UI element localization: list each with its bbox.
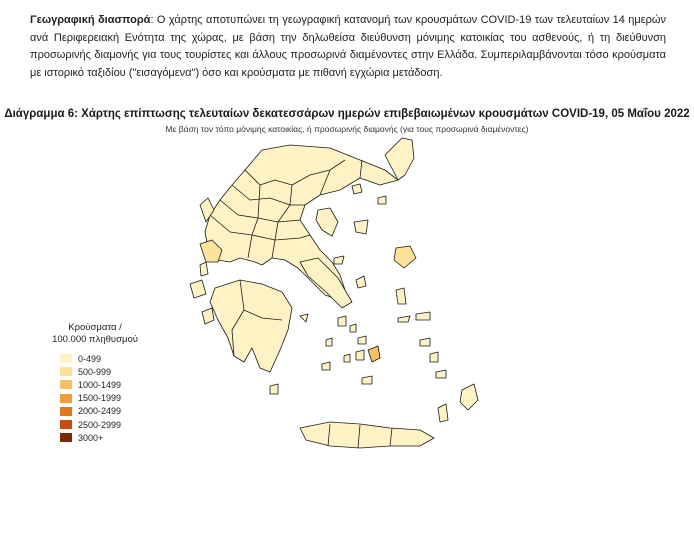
- legend-title-line1: Κρούσματα /: [68, 322, 122, 333]
- chalkidiki: [316, 208, 338, 236]
- legend-label: 1000-1499: [78, 379, 122, 390]
- legend-item: [60, 378, 150, 391]
- intro-paragraph: [30, 12, 666, 82]
- legend-items: [60, 352, 150, 444]
- chios: [396, 288, 406, 304]
- legend-label: 2500-2999: [78, 419, 122, 430]
- legend-label: 1500-1999: [78, 393, 122, 404]
- greece-regional-map: [170, 130, 500, 470]
- samos: [416, 312, 430, 320]
- legend-swatch: [60, 420, 72, 429]
- dodecanese-island: [420, 338, 430, 346]
- kefalonia: [190, 280, 206, 298]
- cyclades-island: [326, 338, 332, 346]
- legend-item: [60, 431, 150, 444]
- rhodes: [460, 384, 478, 410]
- skyros: [356, 276, 366, 288]
- legend-title: [40, 322, 150, 346]
- sporades: [334, 256, 344, 264]
- legend-label: 500-999: [78, 366, 112, 377]
- lesvos: [394, 246, 416, 268]
- legend-swatch: [60, 407, 72, 416]
- legend-item: [60, 418, 150, 431]
- figure-subtitle: Με βάση τον τόπο μόνιμης κατοικίας, ή προσωρινής διαμονής (για τους προσωρινά διαμένοντες): [165, 124, 529, 134]
- kythera: [270, 384, 278, 394]
- crete: [300, 422, 434, 448]
- legend-item: [60, 352, 150, 365]
- ikaria: [398, 316, 410, 322]
- cyclades-island: [358, 336, 366, 344]
- cyclades-island: [338, 316, 346, 326]
- legend-title-line2: 100.000 πληθυσμού: [52, 334, 138, 345]
- dodecanese-island: [436, 370, 446, 378]
- karpathos: [438, 404, 448, 422]
- intro-label: Γεωγραφική διασπορά: [30, 14, 151, 26]
- legend-label: 2000-2499: [78, 406, 122, 417]
- legend-swatch: [60, 394, 72, 403]
- zakynthos: [202, 308, 214, 324]
- evia: [300, 258, 352, 308]
- legend-swatch: [60, 367, 72, 376]
- legend-item: [60, 365, 150, 378]
- cyclades-highlight: [368, 346, 380, 362]
- legend-label: 3000+: [78, 432, 104, 443]
- mainland-region: [205, 145, 398, 300]
- legend-swatch: [60, 380, 72, 389]
- dodecanese-island: [430, 352, 438, 362]
- legend-item: [60, 392, 150, 405]
- peloponnese: [210, 280, 292, 372]
- salamina: [300, 314, 308, 322]
- cyclades-island: [344, 354, 350, 362]
- samothrace: [378, 196, 386, 204]
- cyclades-island: [356, 350, 364, 360]
- cyclades-island: [350, 324, 356, 332]
- legend-item: [60, 405, 150, 418]
- map-legend: [40, 322, 150, 444]
- lemnos: [354, 220, 368, 234]
- lefkada: [200, 262, 208, 276]
- cyclades-island: [322, 362, 330, 370]
- intro-text: : Ο χάρτης αποτυπώνει τη γεωγραφική κατανομή των κρουσμάτων COVID-19 των τελευταίων 14 ημερών ανά Περιφερειακή Ενότητα της χώρας, με βάση την δηλωθείσα διεύθυνση μόνιμης κατοικίας του ασθενούς, ή τη διεύθυνση προσωρινής διαμονής για τους τουρίστες και άλλους προσωρινά διαμένοντες στην Ελλάδα. Συμπεριλαμβάνονται τόσο κρούσματα με ιστορικό ταξιδίου ("εισαγόμενα") όσο και κρούσματα με πιθανή εγχώρια μετάδοση.: [30, 14, 667, 79]
- thasos: [352, 184, 362, 194]
- legend-label: 0-499: [78, 353, 102, 364]
- legend-swatch: [60, 354, 72, 363]
- cyclades-island: [362, 376, 372, 384]
- legend-swatch: [60, 433, 72, 442]
- figure-title: Διάγραμμα 6: Χάρτης επίπτωσης τελευταίων δεκατεσσάρων ημερών επιβεβαιωμένων κρουσμάτων COVID-19, 05 Μαΐου 2022: [4, 108, 690, 120]
